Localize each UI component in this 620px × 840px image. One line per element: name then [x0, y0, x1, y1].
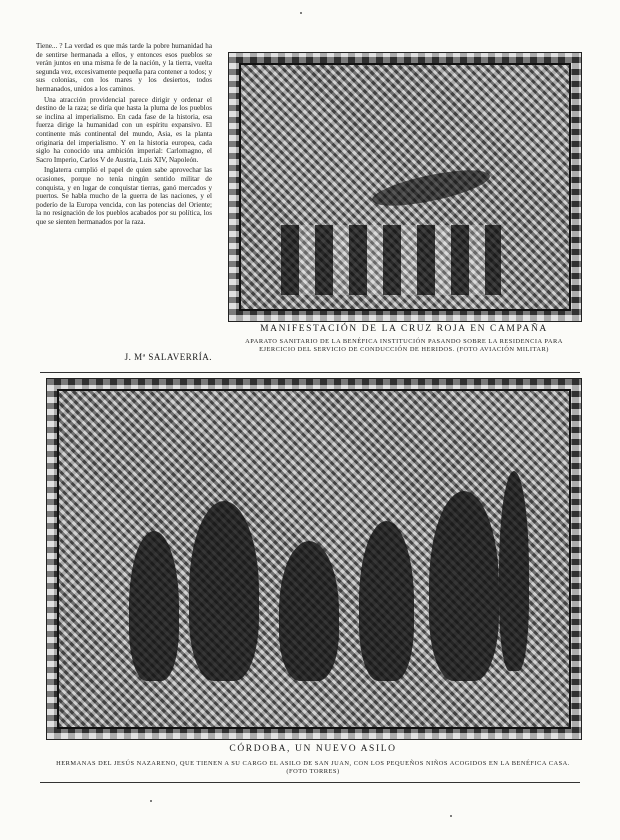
figure [279, 541, 339, 681]
article-paragraph-2: Una atracción providencial parece dirigir y ordenar el destino de la raza; se diría que hasta la pluma de los pueblos se inclina al imperialismo. En cada fase de la historia, esa fuerza dirige la humanidad con un espíritu expansivo. El continente más continental del mundo, Asia, es la planta originaria del imperialismo. Y en la historia europea, cada siglo ha conocido una ambición imperial: Carlomagno, el Sacro Imperio, Carlos V de Austria, Luis XIV, Napoleón. [36, 95, 212, 164]
figure [189, 501, 259, 681]
cordoba-asylum-photo-title: CÓRDOBA, UN NUEVO ASILO [229, 744, 397, 754]
article-paragraph-3: Inglaterra cumplió el papel de quien sabe aprovechar las ocasiones, porque no tenía ningún sentido militar de conquista, y en lugar de conquistar tierras, ganó mercados y puertos. Se habla mucho de la guerra de las naciones, y el poderío de la Europa vencida, con las potencias del Oriente; la no resignación de los pueblos acabados por su política, los que se sienten hermanados por la raza. [36, 166, 212, 226]
section-divider [40, 372, 580, 373]
red-cross-photo [228, 52, 582, 322]
group-figures [129, 471, 529, 701]
cordoba-asylum-photo [46, 378, 582, 740]
figure [359, 521, 414, 681]
figure [429, 491, 499, 681]
airplane-shape [370, 161, 493, 215]
red-cross-photo-title: MANIFESTACIÓN DE LA CRUZ ROJA EN CAMPAÑA [260, 324, 548, 334]
article-paragraph-1: Tiene... ? La verdad es que más tarde la pobre humanidad ha de sentirse hermanada a ellos, y entonces esos pueblos se verán juntos en una misma fe de la nación, y la tierra, vuelta segunda vez, excesivamente pequeña para contener a todos; y sus colonias, con los mares y los desiertos, todos hermanados, unidos a los caminos. [36, 42, 212, 93]
cordoba-asylum-photo-frame [57, 389, 571, 729]
article-signature: J. Mª SALAVERRÍA. [124, 352, 212, 362]
cordoba-asylum-photo-caption: HERMANAS DEL JESÚS NAZARENO, QUE TIENEN A SU CARGO EL ASILO DE SAN JUAN, CON LOS PEQUEÑOS NIÑOS ACOGIDOS EN LA BENÉFICA CASA. (FOTO TORRES) [56, 760, 570, 776]
ground-shapes [281, 225, 501, 295]
red-cross-photo-caption: APARATO SANITARIO DE LA BENÉFICA INSTITUCIÓN PASANDO SOBRE LA RESIDENCIA PARA EJERCICIO DEL SERVICIO DE CONDUCCIÓN DE HERIDOS. (FOTO AVIACIÓN MILITAR) [245, 338, 563, 354]
article-column [36, 42, 212, 368]
red-cross-photo-frame [239, 63, 571, 311]
figure [129, 531, 179, 681]
figure [499, 471, 529, 671]
print-speck [300, 12, 302, 14]
print-speck [450, 815, 452, 817]
bottom-rule [40, 782, 580, 783]
print-speck [150, 800, 152, 802]
